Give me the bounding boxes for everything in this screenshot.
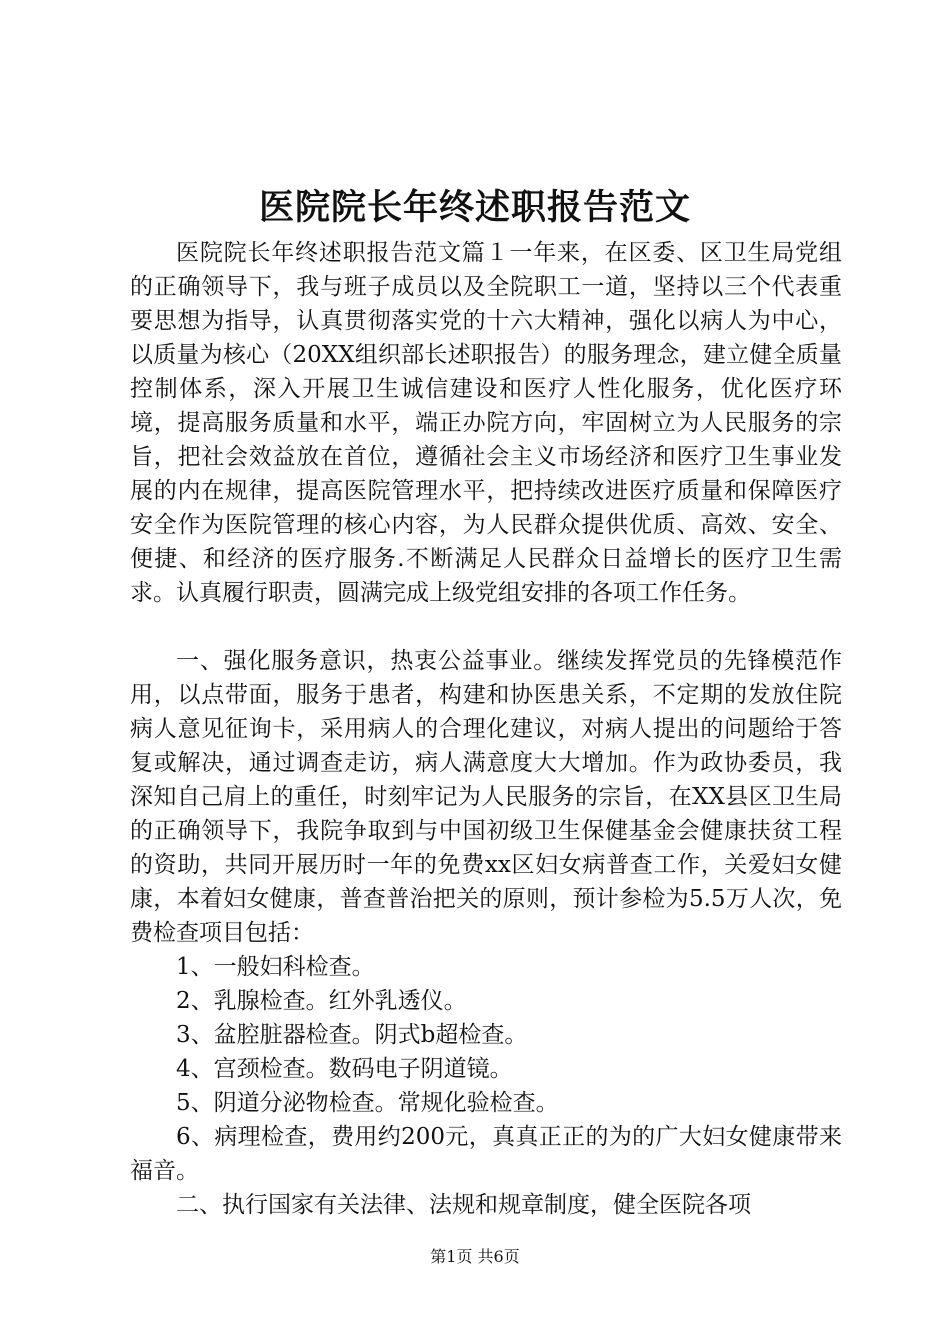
paragraph-intro: 医院院长年终述职报告范文篇１一年来，在区委、区卫生局党组的正确领导下，我与班子成员以及全院职工一道，坚持以三个代表重要思想为指导，认真贯彻落实党的十六大精神，强化以病人为中心，以质量为核心（20XX组织部长述职报告）的服务理念，建立健全质量控制体系，深入开展卫生诚信建设和医疗人性化服务，优化医疗环境，提高服务质量和水平，端正办院方向，牢固树立为人民服务的宗旨，把社会效益放在首位，遵循社会主义市场经济和医疗卫生事业发展的内在规律，提高医院管理水平，把持续改进医疗质量和保障医疗安全作为医院管理的核心内容，为人民群众提供优质、高效、安全、便捷、和经济的医疗服务.不断满足人民群众日益增长的医疗卫生需求。认真履行职责，圆满完成上级党组安排的各项工作任务。	[130, 240, 842, 606]
list-item-3: 3、盆腔脏器检查。阴式b超检查。	[176, 1022, 528, 1048]
list-item-4: 4、宫颈检查。数码电子阴道镜。	[176, 1056, 513, 1082]
list-item-5: 5、阴道分泌物检查。常规化验检查。	[176, 1090, 559, 1116]
document-body	[130, 236, 842, 1222]
list-item-1: 1、一般妇科检查。	[176, 954, 375, 980]
paragraph-section-2: 二、执行国家有关法律、法规和规章制度，健全医院各项	[176, 1192, 751, 1218]
paragraph-section-1: 一、强化服务意识，热衷公益事业。继续发挥党员的先锋模范作用，以点带面，服务于患者，构建和协医患关系，不定期的发放住院病人意见征询卡，采用病人的合理化建议，对病人提出的问题给于答复或解决，通过调查走访，病人满意度大大增加。作为政协委员，我深知自己肩上的重任，时刻牢记为人民服务的宗旨，在XX县区卫生局的正确领导下，我院争取到与中国初级卫生保健基金会健康扶贫工程的资助，共同开展历时一年的免费xx区妇女病普查工作，关爱妇女健康，本着妇女健康，普查普治把关的原则，预计参检为5.5万人次，免费检查项目包括：	[130, 648, 842, 946]
list-item-2: 2、乳腺检查。红外乳透仪。	[176, 988, 467, 1014]
list-item-6: 6、病理检查，费用约200元，真真正正的为的广大妇女健康带来福音。	[130, 1124, 842, 1184]
document-title: 医院院长年终述职报告范文	[258, 187, 691, 228]
page-number-footer: 第1页 共6页	[430, 1247, 520, 1266]
